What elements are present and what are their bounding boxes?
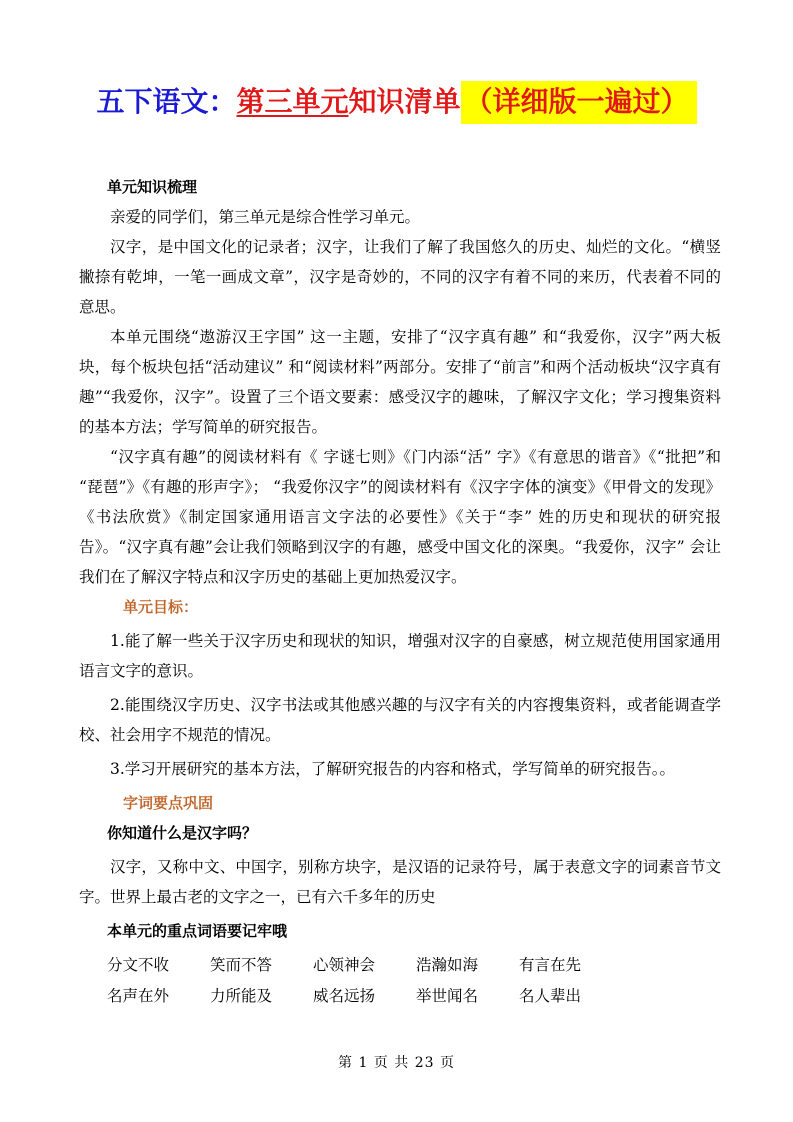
- paragraph-hanzi: 汉字，是中国文化的记录者；汉字，让我们了解了我国悠久的历史、灿烂的文化。“横竖撇捺有乾坤，一笔一画成文章”，汉字是奇妙的，不同的汉字有着不同的来历，代表着不同的意思。: [79, 238, 721, 316]
- paragraph-intro: 亲爱的同学们，第三单元是综合性学习单元。: [110, 208, 421, 226]
- title-unit: 第三单元: [236, 85, 349, 118]
- page-footer: 第 1 页 共 23 页: [338, 1055, 455, 1071]
- word-item: 举世闻名: [416, 987, 479, 1005]
- goal-item-2: 2.能围绕汉字历史、汉字书法或其他感兴趣的与汉字有关的内容搜集资料，或者能调查学校、社会用字不规范的情况。: [79, 696, 721, 744]
- overview-heading: 单元知识梳理: [107, 178, 198, 196]
- word-item: 分文不收: [107, 956, 170, 974]
- goal-item-1: 1.能了解一些关于汉字历史和现状的知识，增强对汉字的自豪感，树立规范使用国家通用语言文字的意识。: [79, 632, 721, 680]
- question-heading: 你知道什么是汉字吗？: [107, 824, 258, 842]
- title-highlight: （详细版一遍过）: [461, 81, 697, 124]
- word-row-2: [79, 981, 721, 1012]
- document-body: [79, 172, 721, 1012]
- paragraph-definition: 汉字，又称中文、中国字，别称方块字，是汉语的记录符号，属于表意文字的词素音节文字。世界上最古老的文字之一，已有六千多年的历史: [79, 858, 721, 906]
- word-item: 浩瀚如海: [416, 956, 479, 974]
- word-item: 有言在先: [519, 956, 582, 974]
- word-item: 心领神会: [313, 956, 376, 974]
- word-item: 名人辈出: [519, 987, 582, 1005]
- paragraph-materials: “汉字真有趣”的阅读材料有《 字谜七则》《门内添“活” 字》《有意思的谐音》《“批把”和 “琵琶”》《有趣的形声字》； “我爱你汉字”的阅读材料有《汉字字体的演变》《甲骨文的发现》《书法欣赏》《制定国家通用语言文字法的必要性》《关于“李” 姓的历史和现状的研究报告》。“汉字真有趣”会让我们领略到汉字的有趣，感受中国文化的深奥。“我爱你，汉字” 会让我们在了解汉字特点和汉字历史的基础上更加热爱汉字。: [79, 448, 721, 586]
- word-item: 威名远扬: [313, 987, 376, 1005]
- title-subject: 知识清单: [348, 85, 461, 118]
- title-prefix: 五下语文：: [96, 85, 237, 118]
- word-item: 力所能及: [210, 987, 273, 1005]
- word-item: 名声在外: [107, 987, 170, 1005]
- paragraph-theme: 本单元围绕“遨游汉王字国” 这一主题，安排了“汉字真有趣” 和“我爱你，汉字”两大板块，每个板块包括“活动建议” 和“阅读材料”两部分。安排了“前言”和两个活动板块“汉字真有趣”“我爱你，汉字”。设置了三个语文要素：感受汉字的趣味，了解汉字文化；学习搜集资料的基本方法；学写简单的研究报告。: [79, 328, 721, 436]
- goal-item-3: 3.学习开展研究的基本方法，了解研究报告的内容和格式，学写简单的研究报告。。: [110, 760, 676, 778]
- word-row-1: [79, 950, 721, 981]
- word-item: 笑而不答: [210, 956, 273, 974]
- vocab-heading: 字词要点巩固: [123, 794, 214, 812]
- page-title: [0, 76, 793, 128]
- goals-heading: 单元目标：: [123, 598, 199, 616]
- words-heading: 本单元的重点词语要记牢哦: [107, 922, 288, 940]
